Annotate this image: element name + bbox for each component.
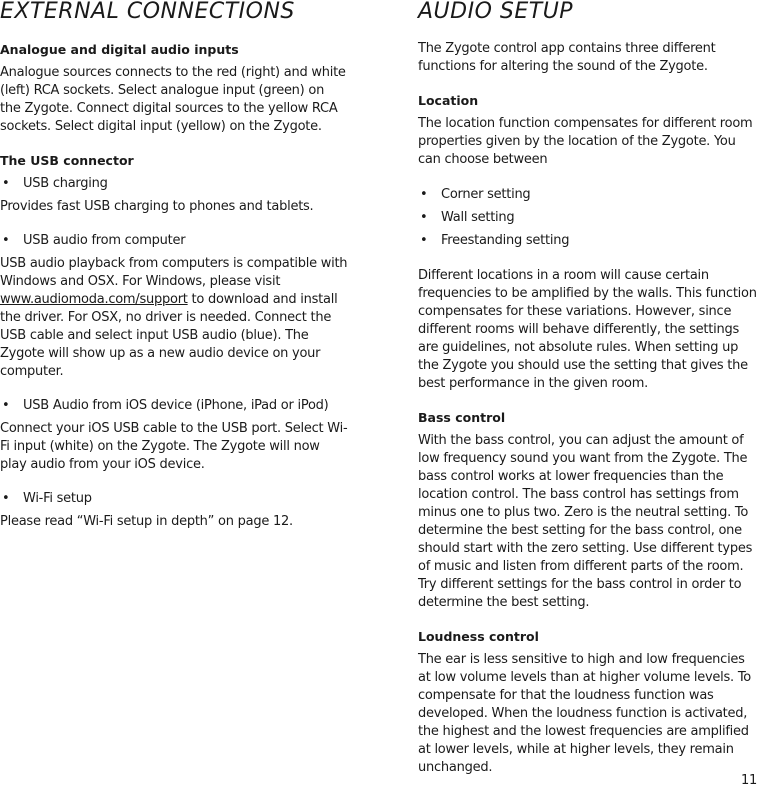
right-column [418,0,759,777]
bass-heading: Bass control [418,410,506,425]
usb-charging-body: Provides fast USB charging to phones and tablets. [0,199,314,214]
location-heading: Location [418,93,479,108]
usb-computer-bullet: • USB audio from computer [0,232,348,250]
usb-ios-bullet: • USB Audio from iOS device (iPhone, iPad or iPod) [0,397,348,415]
page-number: 11 [741,773,758,788]
usb-ios-body: Connect your iOS USB cable to the USB port. Select Wi-Fi input (white) on the Zygote. The Zygote will now play audio from your iOS device. [0,421,348,472]
left-column [0,0,348,531]
audio-setup-title: AUDIO SETUP [418,0,574,24]
location-body: The location function compensates for different room properties given by the location of the Zygote. You can choose between [418,116,753,167]
analogue-body: Analogue sources connects to the red (right) and white (left) RCA sockets. Select analogue input (green) on the Zygote. Connect digital sources to the yellow RCA sockets. Select digital input (yellow) on the Zygote. [0,65,346,134]
loudness-body: The ear is less sensitive to high and low frequencies at low volume levels than at higher volume levels. To compensate for that the loudness function was developed. When the loudness function is activated, the highest and the lowest frequencies are amplified at lower levels, while at higher levels, they remain unchanged. [418,652,752,775]
wifi-body: Please read “Wi-Fi setup in depth” on page 12. [0,514,293,529]
location-body-2: Different locations in a room will cause certain frequencies to be amplified by the walls. This function compensates for these variations. However, since different rooms will behave differently, the settings are guidelines, not absolute rules. When setting up the Zygote you should use the setting that gives the best performance in the given room. [418,268,757,391]
usb-computer-list [0,232,348,250]
location-options [418,186,759,250]
usb-charging-bullet: • USB charging [0,175,348,193]
location-option-wall: • Wall setting [418,209,759,227]
support-link[interactable]: www.audiomoda.com/support [0,292,188,307]
location-option-corner: • Corner setting [418,186,759,204]
audio-setup-intro: The Zygote control app contains three different functions for altering the sound of the Zygote. [418,41,716,74]
usb-charging-list [0,175,348,193]
external-connections-title: EXTERNAL CONNECTIONS [0,0,295,24]
usb-computer-body-post: to download and install the driver. For OSX, no driver is needed. Connect the USB cable and select input USB audio (blue). The Zygote will show up as a new audio device on your computer. [0,292,338,379]
wifi-list [0,490,348,508]
loudness-heading: Loudness control [418,629,539,644]
usb-computer-body [0,255,348,381]
bass-body: With the bass control, you can adjust the amount of low frequency sound you want from the Zygote. The bass control works at lower frequencies than the location control. The bass control has settings from minus one to plus two. Zero is the neutral setting. To determine the best setting for the bass control, one should start with the zero setting. Use different types of music and listen from different parts of the room. Try different settings for the bass control in order to determine the best setting. [418,433,753,610]
location-option-freestanding: • Freestanding setting [418,232,759,250]
usb-computer-body-pre: USB audio playback from computers is compatible with Windows and OSX. For Windows, please visit [0,256,348,289]
analogue-heading: Analogue and digital audio inputs [0,42,239,57]
usb-heading: The USB connector [0,153,134,168]
usb-ios-list [0,397,348,415]
wifi-bullet: • Wi-Fi setup [0,490,348,508]
